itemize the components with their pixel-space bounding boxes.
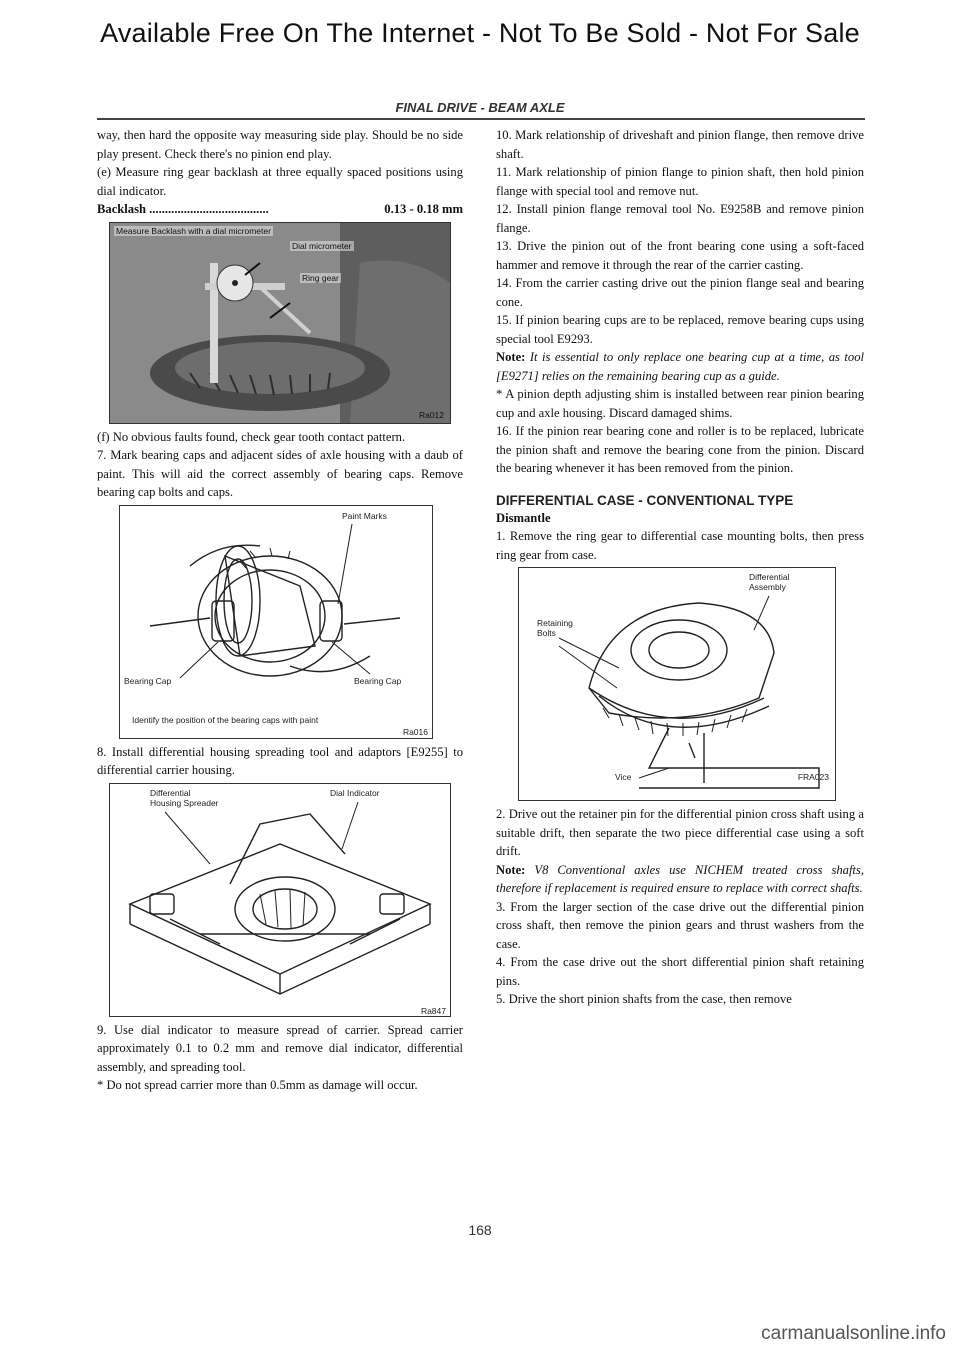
paragraph: 2. Drive out the retainer pin for the differential pinion cross shaft using a suitable drift, then separate the two piece differential case using a soft drift. [496,807,864,858]
label-ring-gear: Ring gear [302,272,339,283]
label-retaining-bolts: Retaining Bolts [537,618,573,638]
bearing-cap-diagram [119,505,433,739]
spreader-diagram [109,783,451,1017]
paragraph: * A pinion depth adjusting shim is installed between rear pinion bearing cup and axle housing. Discard damaged shims. [496,387,864,420]
label-paint-marks: Paint Marks [342,510,387,521]
header-rule [97,118,865,120]
figure-code: Ra016 [402,726,428,737]
paragraph: * Do not spread carrier more than 0.5mm as damage will occur. [97,1078,418,1092]
figure-caption: Identify the position of the bearing caps with paint [132,714,319,725]
note [496,348,864,385]
backlash-spec [97,200,463,219]
spec-value: 0.13 - 0.18 mm [384,202,463,216]
paragraph: 3. From the larger section of the case drive out the differential pinion cross shaft, then remove the pinion gears and thrust washers from the case. [496,899,864,951]
availability-banner: Available Free On The Internet - Not To Be Sold - Not For Sale [100,18,860,48]
paragraph: (e) Measure ring gear backlash at three equally spaced positions using dial indicator. [97,165,463,198]
figure-code: Ra012 [418,409,444,420]
label-housing-spreader: Differential Housing Spreader [150,787,219,808]
spreader-diagram-art [110,784,450,1016]
note-label: Note: [496,350,526,364]
paragraph: 9. Use dial indicator to measure spread of carrier. Spread carrier approximately 0.1 to 0.2 mm and remove dial indicator, differential assembly, and spreading tool. [97,1022,463,1074]
paragraph: 13. Drive the pinion out of the front bearing cone using a soft-faced hammer and remove it through the rear of the carrier casting. [496,239,864,272]
paragraph: 4. From the case drive out the short differential pinion shaft retaining pins. [496,955,864,988]
figure-code: Ra847 [420,1005,446,1016]
note-label: Note: [496,862,526,877]
paragraph: 14. From the carrier casting drive out the pinion flange seal and bearing cone. [496,276,864,309]
paragraph: 11. Mark relationship of pinion flange to pinion shaft, then hold pinion flange with special tool and remove nut. [496,165,864,198]
paragraph: way, then hard the opposite way measuring side play. Should be no side play present. Check there's no pinion end play. [97,128,463,161]
label-dial-indicator: Dial Indicator [330,787,380,798]
paragraph: 5. Drive the short pinion shafts from the case, then remove [496,992,792,1006]
subsection-title: Dismantle [496,510,551,525]
differential-assembly-diagram [518,567,836,801]
paragraph: (f) No obvious faults found, check gear tooth contact pattern. [97,429,406,444]
note-text: It is essential to only replace one bearing cup at a time, as tool [E9271] relies on the remaining bearing cup as a guide. [496,350,865,383]
section-title: DIFFERENTIAL CASE - CONVENTIONAL TYPE [496,492,794,508]
label-dial-micrometer: Dial micrometer [292,240,352,251]
backlash-photo [109,222,451,424]
paragraph: 12. Install pinion flange removal tool No. E9258B and remove pinion flange. [496,202,864,235]
paragraph: 15. If pinion bearing cups are to be replaced, remove bearing cups using special tool E9293. [496,313,864,346]
site-watermark: carmanualsonline.info [761,1323,946,1344]
paragraph: 10. Mark relationship of driveshaft and pinion flange, then remove drive shaft. [496,128,864,161]
label-bearing-cap-right: Bearing Cap [354,675,402,686]
bearing-cap-diagram-art [120,506,432,738]
label-differential-assembly: Differential Assembly [749,572,790,592]
label-vice: Vice [615,772,632,782]
note [496,861,864,898]
paragraph: 7. Mark bearing caps and adjacent sides of axle housing with a daub of paint. This will aid the correct assembly of bearing caps. Remove bearing cap bolts and caps. [97,448,463,499]
backlash-photo-art [110,223,450,423]
label-bearing-cap-left: Bearing Cap [124,675,172,686]
note-text: V8 Conventional axles use NICHEM treated cross shafts, therefore if replacement is required ensure to replace with correct shafts. [496,862,864,895]
paragraph: 8. Install differential housing spreading tool and adaptors [E9255] to differential carrier housing. [97,744,463,777]
running-head: FINAL DRIVE - BEAM AXLE [395,100,565,115]
paragraph: 1. Remove the ring gear to differential case mounting bolts, then press ring gear from case. [496,529,864,562]
figure-title: Measure Backlash with a dial micrometer [116,225,271,236]
left-column [97,126,463,1095]
figure-code: FRA023 [797,772,829,782]
paragraph: 16. If the pinion rear bearing cone and roller is to be replaced, lubricate the pinion shaft and remove the bearing cone from the pinion. Discard the bearing whenever it has been removed from the pinion. [496,424,864,475]
spec-label: Backlash ...................................... [97,202,269,216]
page-number: 168 [468,1222,492,1238]
right-column [496,126,864,1009]
differential-assembly-diagram-art [519,568,835,800]
